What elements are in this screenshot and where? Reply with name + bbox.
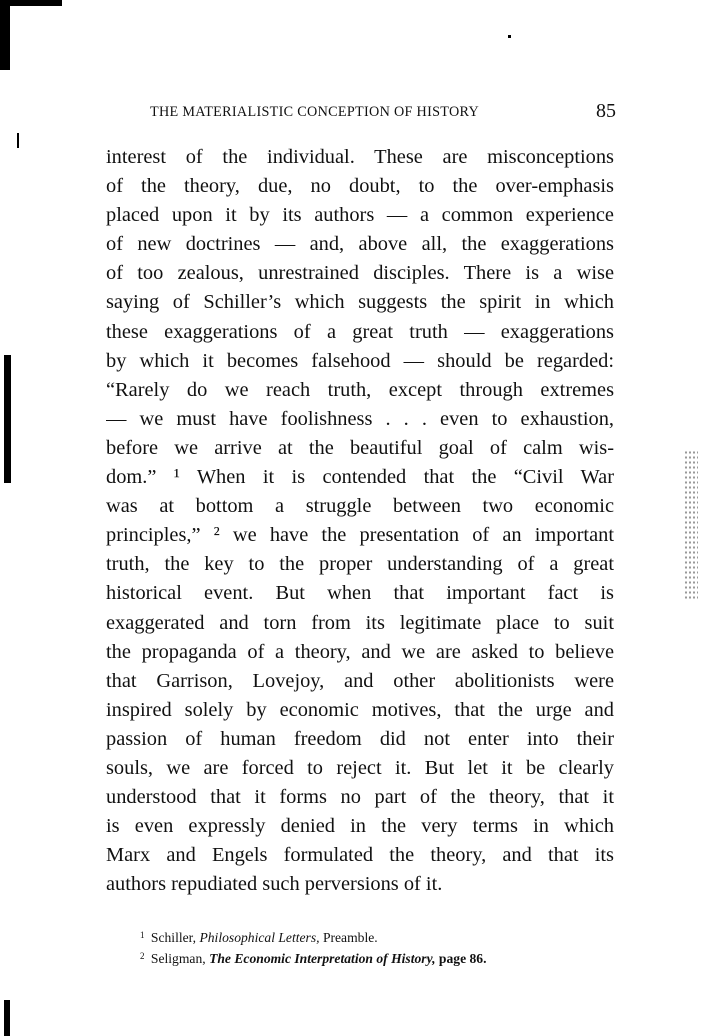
scan-edge-top	[0, 0, 62, 6]
text-line: historical event. But when that important fact is	[106, 582, 614, 605]
text-line: that Garrison, Lovejoy, and other abolitionists were	[106, 669, 614, 692]
page-number: 85	[596, 100, 616, 122]
text-line: of new doctrines — and, above all, the exaggerations	[106, 233, 614, 256]
text-line: was at bottom a struggle between two economic	[106, 495, 614, 518]
text-line: by which it becomes falsehood — should be regarded:	[106, 349, 614, 372]
text-line: saying of Schiller’s which suggests the spirit in which	[106, 291, 614, 314]
text-line: inspired solely by economic motives, that the urge and	[106, 698, 614, 721]
text-line: exaggerated and torn from its legitimate place to suit	[106, 611, 614, 634]
text-line: truth, the key to the proper understanding of a great	[106, 553, 614, 576]
text-line: Marx and Engels formulated the theory, and that its	[106, 844, 614, 867]
footnote-work: Philosophical Letters,	[199, 930, 320, 945]
body-text	[106, 143, 614, 899]
text-line: understood that it forms no part of the theory, that it	[106, 786, 614, 809]
text-line: before we arrive at the beautiful goal of calm wis-	[106, 436, 614, 459]
running-head	[150, 100, 616, 124]
footnote-marker: 1	[140, 930, 145, 940]
text-line: these exaggerations of a great truth — exaggerations	[106, 320, 614, 343]
running-head-title: THE MATERIALISTIC CONCEPTION OF HISTORY	[150, 104, 480, 120]
scan-dot-top	[508, 35, 511, 38]
footnote-author: Schiller,	[150, 930, 197, 945]
footnotes	[140, 925, 610, 967]
text-line: passion of human freedom did not enter into their	[106, 727, 614, 750]
text-line: of the theory, due, no doubt, to the over-emphasis	[106, 175, 614, 198]
text-line: principles,” ² we have the presentation of an important	[106, 524, 614, 547]
footnote-1	[140, 925, 610, 946]
scan-tick-left	[17, 133, 19, 148]
text-line: interest of the individual. These are misconceptions	[106, 146, 614, 168]
scan-edge-mid-left	[4, 355, 11, 483]
footnote-work: The Economic Interpretation of History,	[209, 951, 436, 966]
footnote-detail: Preamble.	[322, 930, 378, 945]
footnote-2	[140, 946, 610, 967]
footnote-detail: page 86.	[438, 951, 487, 966]
scan-edge-bottom-left	[4, 1000, 10, 1036]
text-line: authors repudiated such perversions of it.	[106, 873, 443, 896]
text-line: the propaganda of a theory, and we are asked to believe	[106, 640, 614, 663]
text-line: of too zealous, unrestrained disciples. There is a wise	[106, 262, 614, 285]
scan-edge-top-left	[0, 0, 10, 70]
text-line: — we must have foolishness . . . even to exhaustion,	[106, 407, 614, 430]
scan-speckle-right	[684, 450, 698, 600]
footnote-author: Seligman,	[150, 951, 206, 966]
text-line: is even expressly denied in the very terms in which	[106, 815, 614, 838]
text-line: placed upon it by its authors — a common experience	[106, 204, 614, 227]
text-line: “Rarely do we reach truth, except through extremes	[106, 378, 614, 401]
footnote-marker: 2	[140, 951, 145, 961]
text-line: souls, we are forced to reject it. But let it be clearly	[106, 756, 614, 779]
text-line: dom.” ¹ When it is contended that the “Civil War	[106, 466, 614, 489]
